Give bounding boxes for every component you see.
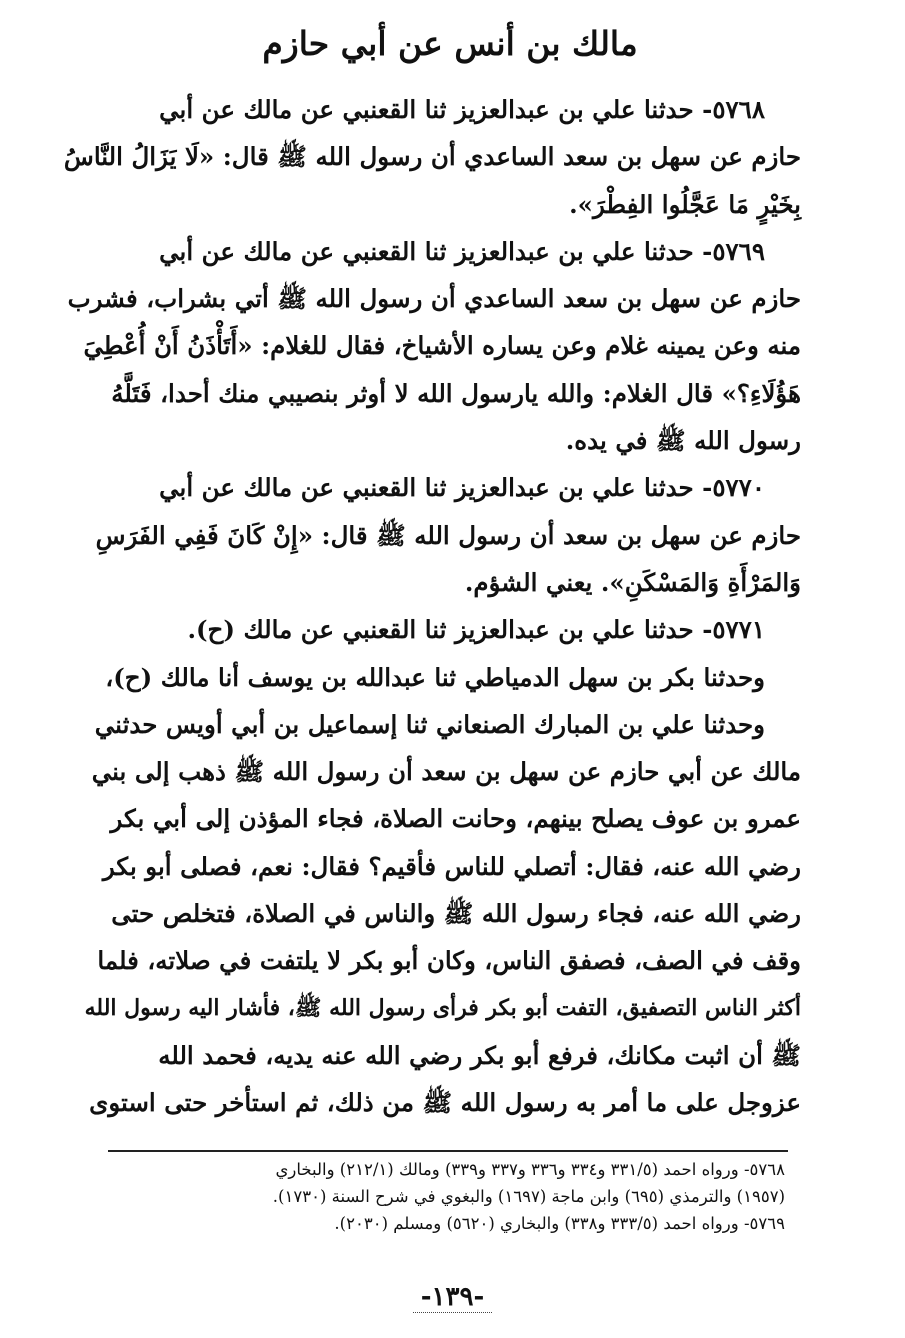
text-line: ﷺ أن اثبت مكانك، فرفع أبو بكر رضي الله عنه يديه، فحمد الله	[158, 1040, 801, 1070]
text-line: مالك عن أبي حازم عن سهل بن سعد أن رسول الله ﷺ ذهب إلى بني	[91, 757, 801, 787]
footnote-line: ٥٧٦٨- ورواه احمد (٣٣١/٥ و٣٣٤ و٣٣٦ و٣٣٧ و٣٣٩) ومالك (٢١٢/١) والبخاري	[275, 1160, 785, 1179]
hadith-text-body	[63, 86, 801, 1127]
text-line: رضي الله عنه، فقال: أتصلي للناس فأقيم؟ فقال: نعم، فصلى أبو بكر	[102, 851, 801, 881]
page-number	[0, 1282, 905, 1312]
text-line: وحدثنا علي بن المبارك الصنعاني ثنا إسماعيل بن أبي أويس حدثني	[94, 709, 765, 739]
footnote-divider	[108, 1150, 788, 1152]
footnote-line: (١٩٥٧) والترمذي (٦٩٥) وابن ماجة (١٦٩٧) والبغوي في شرح السنة (١٧٣٠).	[272, 1187, 785, 1206]
text-line: رسول الله ﷺ في يده.	[565, 426, 801, 456]
page-number-label: -١٣٩-	[413, 1282, 493, 1313]
text-line: وحدثنا بكر بن سهل الدمياطي ثنا عبدالله بن يوسف أنا مالك (ح)،	[105, 662, 765, 692]
text-line: بِخَيْرٍ مَا عَجَّلُوا الفِطْرَ».	[569, 189, 801, 219]
text-line: منه وعن يمينه غلام وعن يساره الأشياخ، فقال للغلام: «أَتَأْذَنُ أَنْ أُعْطِيَ	[83, 331, 801, 361]
text-line: عمرو بن عوف يصلح بينهم، وحانت الصلاة، فجاء المؤذن إلى أبي بكر	[110, 804, 801, 834]
text-line: ٥٧٧١- حدثنا علي بن عبدالعزيز ثنا القعنبي عن مالك (ح).	[187, 615, 765, 645]
text-line: هَؤُلَاءِ؟» قال الغلام: والله يارسول الله لا أوثر بنصيبي منك أحدا، فَتَلَّهُ	[111, 378, 801, 408]
text-line: ٥٧٦٨- حدثنا علي بن عبدالعزيز ثنا القعنبي عن مالك عن أبي	[159, 95, 765, 124]
text-line: وقف في الصف، فصفق الناس، وكان أبو بكر لا يلتفت في صلاته، فلما	[97, 946, 801, 976]
text-line: حازم عن سهل بن سعد الساعدي أن رسول الله ﷺ قال: «لَا يَزَالُ النَّاسُ	[63, 142, 801, 172]
text-line: رضي الله عنه، فجاء رسول الله ﷺ والناس في الصلاة، فتخلص حتى	[111, 899, 801, 929]
text-line: ٥٧٦٩- حدثنا علي بن عبدالعزيز ثنا القعنبي عن مالك عن أبي	[159, 236, 765, 266]
text-line: وَالمَرْأَةِ وَالمَسْكَنِ». يعني الشؤم.	[464, 567, 801, 597]
text-line: حازم عن سهل بن سعد الساعدي أن رسول الله ﷺ أتي بشراب، فشرب	[67, 284, 801, 314]
text-line: حازم عن سهل بن سعد أن رسول الله ﷺ قال: «إِنْ كَانَ فَفِي الفَرَسِ	[95, 520, 801, 550]
text-line: عزوجل على ما أمر به رسول الله ﷺ من ذلك، ثم استأخر حتى استوى	[89, 1088, 801, 1118]
page-title: مالك بن أنس عن أبي حازم	[262, 24, 638, 63]
footnote-line: ٥٧٦٩- ورواه احمد (٣٣٣/٥ و٣٣٨) والبخاري (٥٦٢٠) ومسلم (٢٠٣٠).	[334, 1214, 785, 1233]
text-line: أكثر الناس التصفيق، التفت أبو بكر فرأى رسول الله ﷺ، فأشار اليه رسول الله	[84, 994, 801, 1021]
footnotes	[108, 1156, 785, 1237]
text-line: ٥٧٧٠- حدثنا علي بن عبدالعزيز ثنا القعنبي عن مالك عن أبي	[159, 473, 765, 503]
